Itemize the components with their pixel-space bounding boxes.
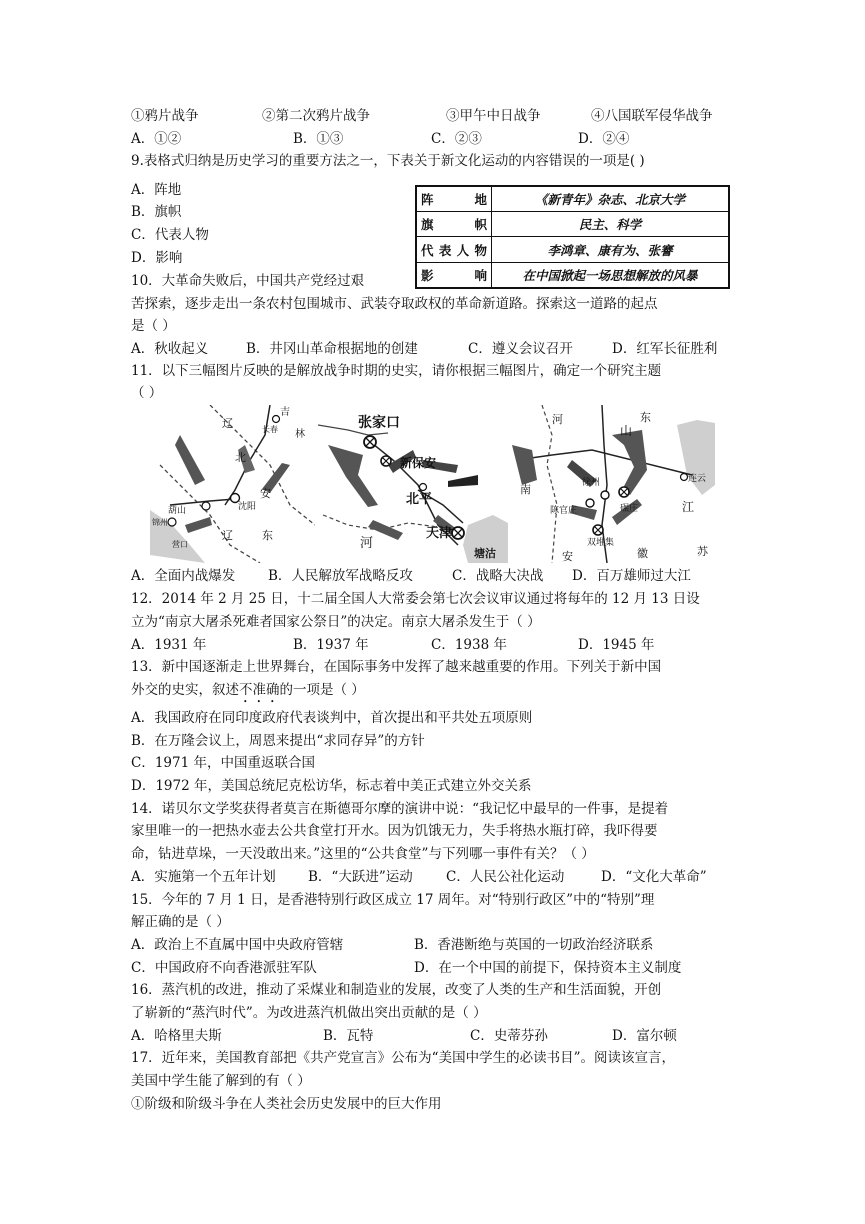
- map3-label: 南: [520, 483, 531, 496]
- q8-option-a: A．①②: [131, 131, 182, 147]
- table-row: [416, 237, 729, 262]
- q9-option-a: A．阵地: [131, 182, 182, 198]
- q11-option-d: D．百万雄师过大江: [572, 568, 691, 584]
- q13-option-b: B．在万隆会议上，周恩来提出“求同存异”的方针: [131, 733, 425, 749]
- q13-option-c: C．1971 年，中国重返联合国: [131, 755, 315, 771]
- map3-label: 徽: [637, 547, 648, 560]
- q13-line-2: [131, 681, 365, 706]
- map-huaihai: [512, 405, 715, 563]
- map2-label: 河: [360, 536, 374, 551]
- q11-line-1: 11．以下三幅图片反映的是解放战争时期的史实，请你根据三幅图片，确定一个研究主题: [131, 363, 662, 379]
- q14-line-1: 14．诺贝尔文学奖获得者莫言在斯德哥尔摩的演讲中说：“我记忆中最早的一件事，是提着: [131, 801, 669, 817]
- q16-line-2: 了崭新的“蒸汽时代”。为改进蒸汽机做出突出贡献的是（ ）: [131, 1005, 487, 1021]
- q15-option-b: B．香港断绝与英国的一切政治经济联系: [414, 937, 654, 953]
- q17-line-2: 美国中学生能了解到的有（ ）: [131, 1073, 311, 1089]
- q14-option-d: D．“文化大革命”: [601, 869, 707, 885]
- q15-option-c: C．中国政府不向香港派驻军队: [131, 960, 317, 976]
- q16-option-b: B．瓦特: [323, 1028, 374, 1044]
- q10-option-d: D．红军长征胜利: [612, 341, 718, 357]
- q13-line-2-post: 的一项是（ ）: [279, 682, 365, 698]
- table-key: 代表人物: [416, 237, 492, 262]
- q8-item-1: ①鸦片战争: [131, 108, 199, 124]
- table-value: 在中国掀起一场思想解放的风暴: [492, 262, 730, 288]
- q10-line-3: 是（ ）: [131, 318, 176, 334]
- map-pingjin: [318, 405, 508, 563]
- q14-option-c: C．人民公社化运动: [446, 869, 565, 885]
- q12-option-c: C．1938 年: [431, 637, 507, 653]
- map1-label: 营口: [172, 540, 188, 549]
- map1-label: 锦州: [152, 518, 168, 527]
- q9-option-c: C．代表人物: [131, 227, 209, 243]
- q15-line-1: 15．今年的 7 月 1 日，是香港特别行政区成立 17 周年。对“特别行政区”中的“特别”理: [131, 892, 655, 908]
- map1-label: 辽: [222, 529, 233, 542]
- map2-label: 北平: [406, 492, 433, 507]
- q10-option-b: B．井冈山革命根据地的创建: [246, 341, 418, 357]
- q14-option-a: A．实施第一个五年计划: [131, 869, 276, 885]
- q11-option-c: C．战略大决战: [452, 568, 544, 584]
- table-row: [416, 262, 729, 288]
- q14-line-2: 家里唯一的一把热水壶去公共食堂打开水。因为饥饿无力，失手将热水瓶打碎，我吓得要: [131, 823, 658, 839]
- map3-label: 徐州: [582, 478, 601, 488]
- q16-option-c: C．史蒂芬孙: [470, 1028, 548, 1044]
- q11-line-2: （ ）: [131, 385, 163, 401]
- table-value: 《新青年》杂志、北京大学: [492, 186, 730, 212]
- map3-label: 东: [640, 411, 651, 424]
- q12-line-1: 12．2014 年 2 月 25 日，十二届全国人大常委会第七次会议审议通过将每年的 12 月 13 日设: [131, 591, 700, 607]
- map1-label: 北: [235, 451, 246, 464]
- map3-label: 河: [552, 413, 563, 426]
- table-row: [416, 212, 729, 237]
- q14-line-3: 命，钻进草垛，一天没敢出来。”这里的“公共食堂”与下列哪一事件有关？（ ）: [131, 846, 595, 862]
- q13-option-d: D．1972 年，美国总统尼克松访华，标志着中美正式建立外交关系: [131, 778, 532, 794]
- map2-label: 张家口: [358, 415, 400, 431]
- map1-label: 长春: [262, 425, 278, 434]
- q12-option-b: B．1937 年: [293, 637, 369, 653]
- q10-line-2: 苦探索，逐步走出一条农村包围城市、武装夺取政权的革命新道路。探索这一道路的起点: [131, 296, 658, 312]
- q16-option-a: A．哈格里夫斯: [131, 1028, 222, 1044]
- q11-option-b: B．人民解放军战略反攻: [268, 568, 413, 584]
- q17-line-3: ①阶级和阶级斗争在人类社会历史发展中的巨大作用: [131, 1096, 442, 1112]
- q13-line-2-pre: 外交的史实，叙述: [131, 682, 239, 698]
- q15-option-d: D．在一个中国的前提下，保持资本主义制度: [414, 960, 682, 976]
- map3-label: 山: [620, 424, 633, 438]
- q13-emphasis: 不准确: [239, 682, 280, 698]
- q16-option-d: D．富尔顿: [612, 1028, 677, 1044]
- table-key: 旗 帜: [416, 212, 492, 237]
- table-key: 阵 地: [416, 186, 492, 212]
- q10-option-a: A．秋收起义: [131, 341, 209, 357]
- q17-line-1: 17．近年来，美国教育部把《共产党宣言》公布为“美国中学生的必读书目”。阅读该宣言，: [131, 1050, 675, 1066]
- q14-option-b: B．“大跃进”运动: [308, 869, 413, 885]
- q9-option-d: D．影响: [131, 250, 183, 266]
- table-row: [416, 186, 729, 212]
- q15-line-2: 解正确的是（ ）: [131, 914, 230, 930]
- q8-option-d: D．②④: [578, 131, 630, 147]
- map3-label: 连云: [688, 474, 707, 484]
- table-value: 李鸿章、康有为、张謇: [492, 237, 730, 262]
- map3-label: 双堆集: [587, 538, 615, 548]
- q12-option-d: D．1945 年: [578, 637, 655, 653]
- map1-label: 沈阳: [238, 502, 257, 512]
- q15-option-a: A．政治上不直属中国中央政府管辖: [131, 937, 344, 953]
- q8-item-3: ③甲午中日战争: [446, 108, 541, 124]
- q13-option-a: A．我国政府在同印度政府代表谈判中，首次提出和平共处五项原则: [131, 710, 533, 726]
- map1-label: 安: [260, 487, 271, 500]
- table-value: 民主、科学: [492, 212, 730, 237]
- q11-option-a: A．全面内战爆发: [131, 568, 236, 584]
- q16-line-1: 16．蒸汽机的改进，推动了采煤业和制造业的发展，改变了人类的生产和生活面貌，开创: [131, 982, 662, 998]
- q13-line-1: 13．新中国逐渐走上世界舞台，在国际事务中发挥了越来越重要的作用。下列关于新中国: [131, 659, 662, 675]
- q9-option-b: B．旗帜: [131, 204, 182, 220]
- map3-label: 江: [682, 500, 695, 514]
- map2-label: 天津: [426, 526, 453, 541]
- table-key: 影 响: [416, 262, 492, 288]
- q8-item-2: ②第二次鸦片战争: [262, 108, 370, 124]
- q9-stem: 9.表格式归纳是历史学习的重要方法之一，下表关于新文化运动的内容错误的一项是( ): [131, 153, 645, 169]
- q9-table: [415, 185, 730, 289]
- q8-option-b: B．①③: [293, 131, 344, 147]
- q12-option-a: A．1931 年: [131, 637, 207, 653]
- map3-label: 陈官庄: [550, 506, 578, 516]
- map3-label: 苏: [697, 545, 708, 558]
- q10-line-1: 10．大革命失败后，中国共产党经过艰: [131, 273, 365, 289]
- map1-label: 林: [295, 429, 305, 440]
- map2-label: 塘沽: [474, 547, 496, 560]
- map3-label: 安: [562, 550, 573, 563]
- map1-label: 葫山: [168, 506, 187, 516]
- map-liaoshen: [150, 405, 315, 563]
- q10-option-c: C．遵义会议召开: [468, 341, 573, 357]
- q8-option-c: C．②③: [431, 131, 482, 147]
- map1-label: 辽: [222, 417, 233, 430]
- map1-label: 东: [262, 529, 273, 542]
- q12-line-2: 立为“南京大屠杀死难者国家公祭日”的决定。南京大屠杀发生于（ ）: [131, 614, 541, 630]
- map3-label: 碾庄: [620, 504, 639, 514]
- map1-label: 吉: [280, 407, 290, 418]
- map2-label: 新保安: [400, 456, 437, 470]
- q8-item-4: ④八国联军侵华战争: [591, 108, 713, 124]
